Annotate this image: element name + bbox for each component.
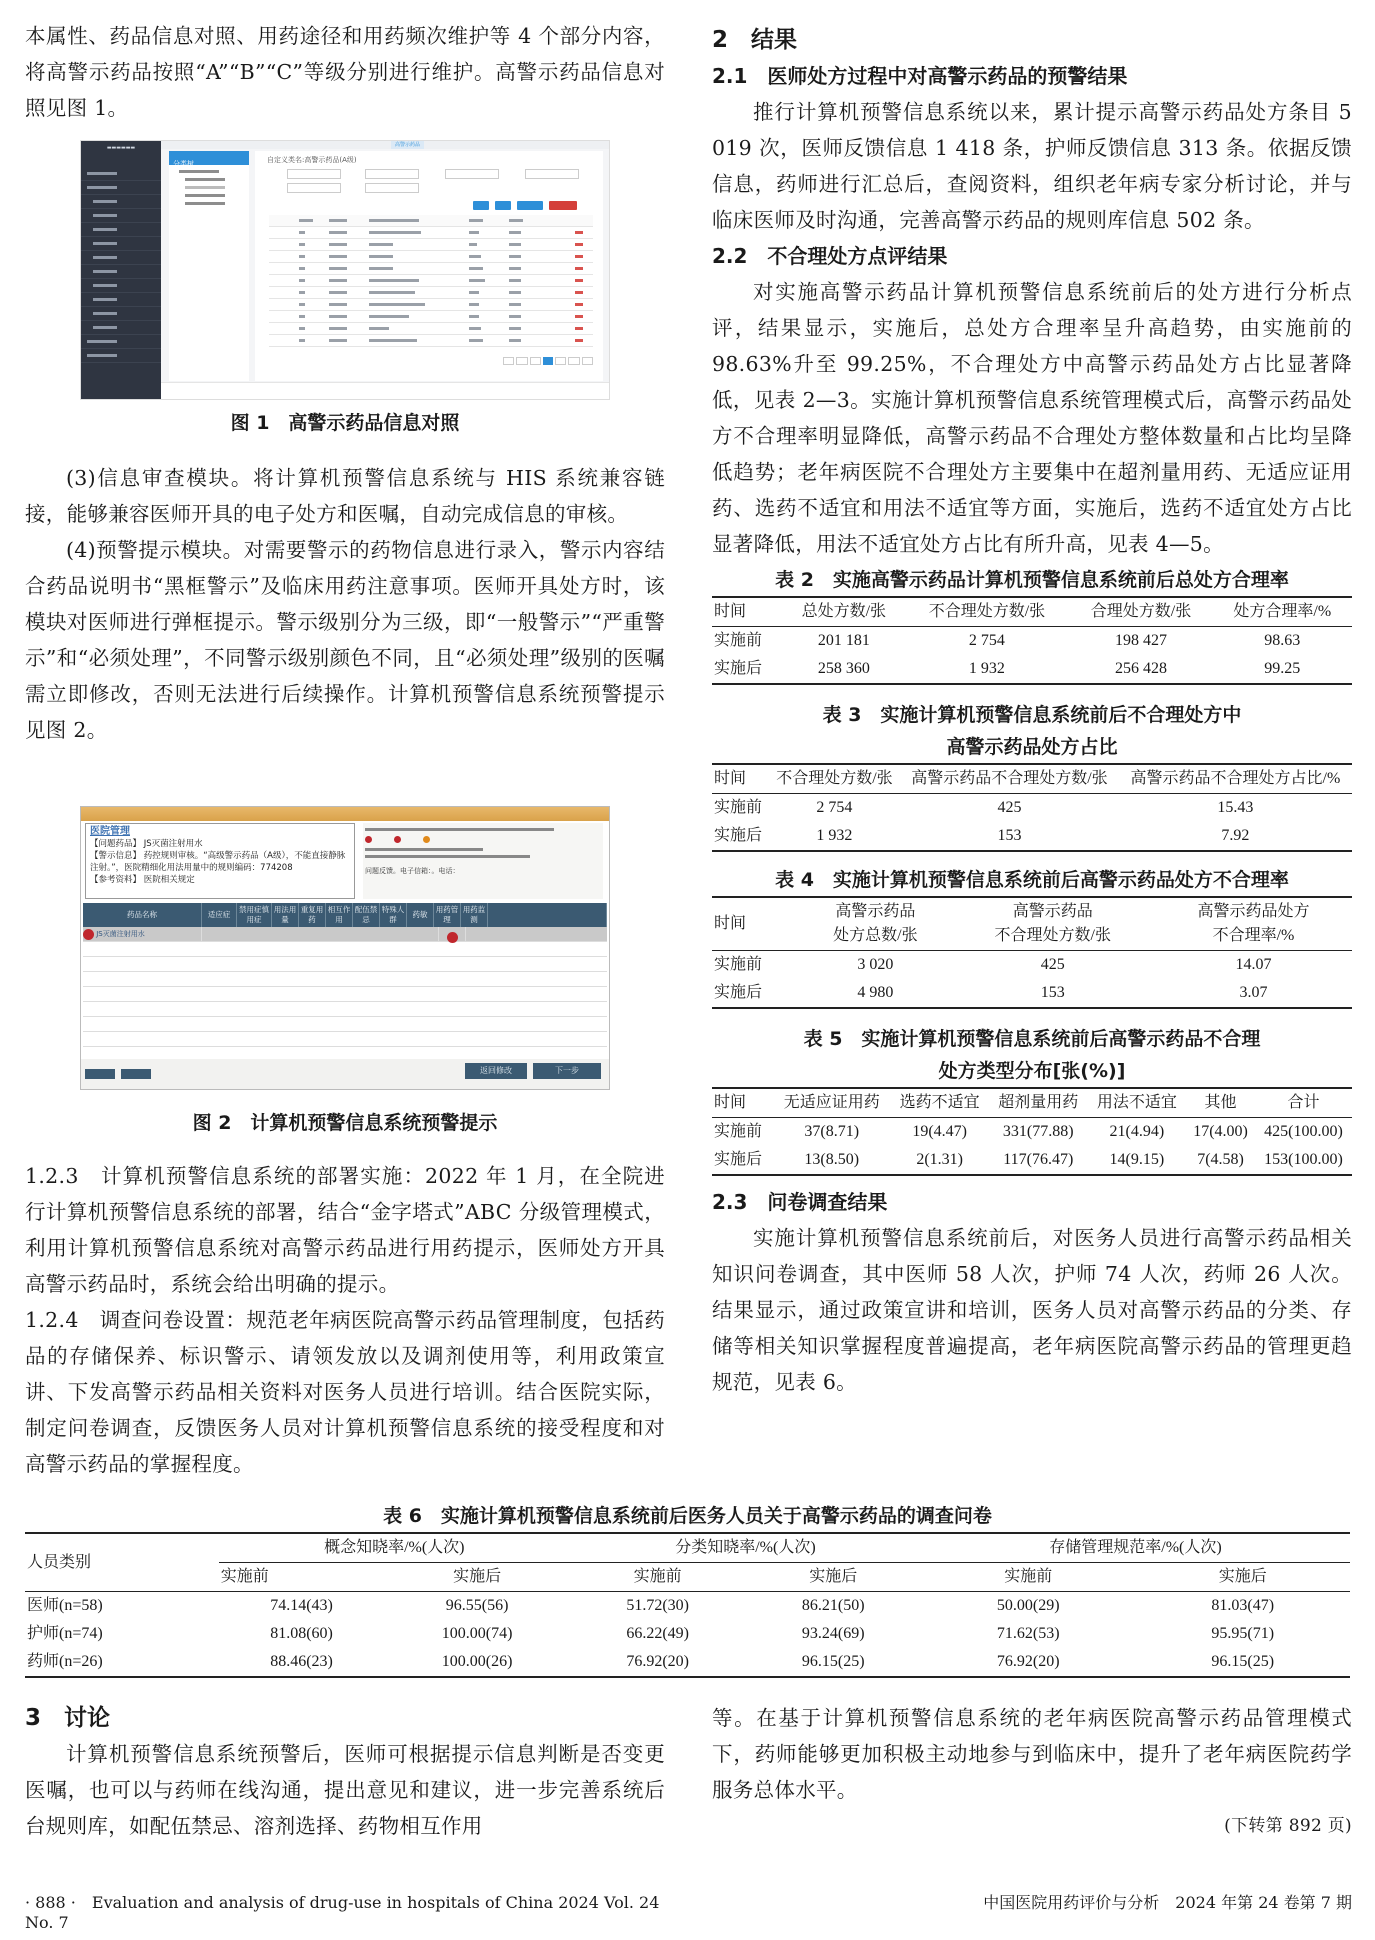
discussion-right <box>712 1700 1352 1844</box>
paragraph-warning-module: (4)预警提示模块。对需要警示的药物信息进行录入，警示内容结合药品说明书“黑框警示”及临床用药注意事项。医师开具处方时，该模块对医师进行弹框提示。警示级别分为三级，即“一般警示”“严重警示”和“必须处理”，不同警示级别颜色不同，且“必须处理”级别的医嘱需立即修改，否则无法进行后续操作。计算机预警信息系统预警提示见图 2。 <box>25 538 665 742</box>
section-2-3-heading: 2.3 问卷调查结果 <box>712 1190 888 1214</box>
table-header: 时间 <box>712 764 769 794</box>
fig2-bottom-bar <box>81 1059 609 1089</box>
fig2-titlebar <box>81 807 609 821</box>
fig2-column-header: 特殊人群 <box>380 903 407 927</box>
table-header: 时间 <box>712 1088 773 1118</box>
figure-2-caption: 图 2 计算机预警信息系统预警提示 <box>192 1112 498 1134</box>
section-2-2-heading: 2.2 不合理处方点评结果 <box>712 244 948 268</box>
fig2-column-header: 用法用量 <box>272 903 299 927</box>
table-row: 医师(n=58) 74.14(43) 96.55(56) 51.72(30) 86.21(50) 50.00(29) 81.03(47) <box>27 1597 1275 1614</box>
fig2-column-header: 药品名称 <box>83 903 202 927</box>
table-group-header: 概念知晓率/%(人次) <box>219 1533 570 1563</box>
table-header: 无适应证用药 <box>773 1088 890 1118</box>
paragraph-1-2-4: 1.2.4 调查问卷设置：规范老年病医院高警示药品管理制度，包括药品的存储保养、标识警示、请领发放以及调剂使用等，利用政策宣讲、下发高警示药品相关资料对医务人员进行培训。结合医院实际，制定问卷调查，反馈医务人员对计算机预警信息系统的接受程度和对高警示药品的掌握程度。 <box>25 1308 665 1476</box>
table-5-caption: 表 5 实施计算机预警信息系统前后高警示药品不合理 处方类型分布[张(%)] <box>803 1028 1261 1082</box>
table-5 <box>712 1087 1352 1176</box>
table-4 <box>712 896 1352 1009</box>
must-handle-icon <box>83 929 94 940</box>
table-header: 高警示药品不合理处方数/张 <box>900 764 1119 794</box>
fig2-column-header: 药敏 <box>407 903 434 927</box>
table-row: 护师(n=74) 81.08(60) 100.00(74) 66.22(49) 93.24(69) 71.62(53) 95.95(71) <box>27 1625 1275 1642</box>
fig1-main-panel <box>255 151 603 381</box>
fig2-warning-info: 医院管理 【问题药品】 JS灭菌注射用水 【警示信息】 药控规则审核。“高级警示药品（A级），不能直接静脉注射。”，医院精细化用法用量中的规则编码：774208 【参考资料】 医院相关规定 <box>85 823 355 899</box>
table-group-header: 存储管理规范率/%(人次) <box>921 1533 1350 1563</box>
table-row: 实施后 13(8.50) 2(1.31) 117(76.47) 14(9.15) 7(4.58) 153(100.00) <box>712 1146 1352 1175</box>
paragraph-3-right: 等。在基于计算机预警信息系统的老年病医院高警示药品管理模式下，药师能够更加积极主动地参与到临床中，提升了老年病医院药学服务总体水平。 <box>712 1706 1352 1802</box>
left-column-top <box>25 18 665 126</box>
fig2-legend <box>363 823 603 899</box>
fig1-delete-button <box>549 201 577 210</box>
table-header: 其他 <box>1186 1088 1255 1118</box>
fig1-footer <box>161 382 609 399</box>
fig2-column-header: 禁用症慎用症 <box>237 903 272 927</box>
fig2-column-header: 用药监测 <box>461 903 488 927</box>
table-header: 不合理处方数/张 <box>769 764 900 794</box>
fig1-form-title: 自定义类名:高警示药品(A级) <box>267 156 357 164</box>
fig2-next-button: 下一步 <box>533 1063 601 1079</box>
table-header: 高警示药品 处方总数/张 <box>800 897 950 951</box>
figure-1-screenshot <box>80 140 610 400</box>
intro-paragraph: 本属性、药品信息对照、用药途径和用药频次维护等 4 个部分内容，将高警示药品按照“A”“B”“C”等级分别进行维护。高警示药品信息对照见图 1。 <box>25 24 665 120</box>
paragraph-2-3: 实施计算机预警信息系统前后，对医务人员进行高警示药品相关知识问卷调查，其中医师 58 人次，护师 74 人次，药师 26 人次。结果显示，通过政策宣讲和培训，医务人员对高警示药品的分类、存储等相关知识掌握程度普遍提高，老年病医院高警示药品的管理更趋规范，见表 6。 <box>712 1226 1352 1394</box>
table-row: 实施前 201 181 2 754 198 427 98.63 <box>714 632 1301 649</box>
fig1-pagination <box>503 357 593 365</box>
fig1-category-tree <box>169 151 249 381</box>
footer-right: 中国医院用药评价与分析 2024 年第 24 卷第 7 期 <box>983 1893 1352 1912</box>
fig1-button <box>473 201 489 210</box>
table-header: 合计 <box>1255 1088 1352 1118</box>
table-header: 总处方数/张 <box>783 597 904 627</box>
table-6-caption: 表 6 实施计算机预警信息系统前后医务人员关于高警示药品的调查问卷 <box>383 1505 992 1527</box>
table-header: 处方合理率/% <box>1213 597 1352 627</box>
fig2-alert-row: JS灭菌注射用水 <box>83 927 607 942</box>
fig2-drug-grid <box>83 903 607 1053</box>
table-group-header: 分类知晓率/%(人次) <box>570 1533 921 1563</box>
table-2 <box>712 596 1352 685</box>
table-header: 时间 <box>712 897 800 951</box>
fig1-sidebar <box>81 141 161 399</box>
table-header: 时间 <box>712 597 783 627</box>
table-header: 高警示药品 不合理处方数/张 <box>950 897 1155 951</box>
table-6-block <box>25 1500 1350 1678</box>
table-header: 高警示药品处方 不合理率/% <box>1155 897 1352 951</box>
left-column-middle <box>25 460 665 748</box>
table-header: 人员类别 <box>25 1533 219 1592</box>
fig2-column-header: 配伍禁忌 <box>353 903 380 927</box>
continued-note: (下转第 892 页) <box>1224 1816 1352 1836</box>
figure-1-caption: 图 1 高警示药品信息对照 <box>230 412 460 434</box>
table-header: 实施后 <box>384 1563 570 1592</box>
paragraph-1-2-3: 1.2.3 计算机预警信息系统的部署实施：2022 年 1 月，在全院进行计算机预警信息系统的部署，结合“金字塔式”ABC 分级管理模式，利用计算机预警信息系统对高警示药品进行用药提示，医师处方开具高警示药品时，系统会给出明确的提示。 <box>25 1164 665 1296</box>
fig2-back-button: 返回修改 <box>465 1063 527 1079</box>
table-3-caption: 表 3 实施计算机预警信息系统前后不合理处方中 高警示药品处方占比 <box>822 704 1242 758</box>
table-header: 实施前 <box>921 1563 1135 1592</box>
paragraph-2-2: 对实施高警示药品计算机预警信息系统前后的处方进行分析点评，结果显示，实施后，总处方合理率呈升高趋势，由实施前的 98.63%升至 99.25%，不合理处方中高警示药品处方占比显著降低，见表 2—3。实施计算机预警信息系统管理模式后，高警示药品处方不合理率明显降低，高警示药品不合理处方整体数量和占比均呈降低趋势；老年病医院不合理处方主要集中在超剂量用药、无适应证用药、选药不适宜和用法不适宜等方面，实施后，选药不适宜处方占比显著降低，用法不适宜处方占比有所升高，见表 4—5。 <box>712 280 1352 556</box>
fig2-column-header: 相互作用 <box>326 903 353 927</box>
figure-2-screenshot <box>80 806 610 1090</box>
table-4-caption: 表 4 实施计算机预警信息系统前后高警示药品处方不合理率 <box>775 869 1289 891</box>
table-6 <box>25 1532 1350 1678</box>
table-row: 实施前 2 754 425 15.43 <box>714 799 1254 816</box>
table-header: 实施后 <box>1135 1563 1350 1592</box>
fig2-column-header: 适应症 <box>202 903 237 927</box>
table-header: 不合理处方数/张 <box>904 597 1069 627</box>
footer-left: · 888 · Evaluation and analysis of drug-use in hospitals of China 2024 Vol. 24 No. 7 <box>25 1893 660 1932</box>
paragraph-info-review: (3)信息审查模块。将计算机预警信息系统与 HIS 系统兼容链接，能够兼容医师开具的电子处方和医嘱，自动完成信息的审核。 <box>25 466 665 526</box>
table-3 <box>712 763 1352 852</box>
fig1-button <box>495 201 511 210</box>
table-header: 高警示药品不合理处方占比/% <box>1119 764 1352 794</box>
table-header: 超剂量用药 <box>989 1088 1088 1118</box>
table-header: 选药不适宜 <box>890 1088 989 1118</box>
table-row: 实施前 3 020 425 14.07 <box>714 956 1272 973</box>
table-row: 实施后 4 980 153 3.07 <box>712 979 1352 1008</box>
table-row: 药师(n=26) 88.46(23) 100.00(26) 76.92(20) 96.15(25) 76.92(20) 96.15(25) <box>25 1648 1350 1677</box>
left-column-bottom <box>25 1158 665 1482</box>
table-header: 合理处方数/张 <box>1069 597 1212 627</box>
fig2-feedback: 问题反馈。电子信箱：。电话： <box>365 867 460 875</box>
table-2-caption: 表 2 实施高警示药品计算机预警信息系统前后总处方合理率 <box>775 569 1289 591</box>
must-handle-icon <box>447 932 458 943</box>
fig2-column-header: 用药管理 <box>434 903 461 927</box>
paragraph-2-1: 推行计算机预警信息系统以来，累计提示高警示药品处方条目 5 019 次，医师反馈信息 1 418 条，护师反馈信息 313 条。依据反馈信息，药师进行汇总后，查阅资料，组织老年病专家分析讨论，并与临床医师及时沟通，完善高警示药品的规则库信息 502 条。 <box>712 100 1352 232</box>
fig1-tab-bar <box>161 141 609 149</box>
table-header: 实施后 <box>745 1563 921 1592</box>
table-header: 用法不适宜 <box>1088 1088 1187 1118</box>
fig2-column-header: 重复用药 <box>299 903 326 927</box>
table-row: 实施前 37(8.71) 19(4.47) 331(77.88) 21(4.94) 17(4.00) 425(100.00) <box>714 1123 1343 1140</box>
fig1-button <box>517 201 543 210</box>
table-row: 实施后 1 932 153 7.92 <box>712 822 1352 851</box>
right-column <box>712 22 1352 1400</box>
section-2-1-heading: 2.1 医师处方过程中对高警示药品的预警结果 <box>712 64 1128 88</box>
fig1-tree-header: 分类树 <box>169 151 249 165</box>
fig2-manage-title: 医院管理 <box>90 826 130 837</box>
section-2-heading: 2 结果 <box>712 27 798 53</box>
fig1-tab-active: 高警示药品 <box>391 141 424 149</box>
paragraph-3-left: 计算机预警信息系统预警后，医师可根据提示信息判断是否变更医嘱，也可以与药师在线沟通，提出意见和建议，进一步完善系统后台规则库，如配伍禁忌、溶剂选择、药物相互作用 <box>25 1742 665 1838</box>
section-3-heading: 3 讨论 <box>25 1705 111 1731</box>
table-header: 实施前 <box>219 1563 385 1592</box>
table-header: 实施前 <box>570 1563 746 1592</box>
discussion-left <box>25 1700 665 1844</box>
fig1-app-title: ▬▬▬▬▬▬ <box>106 145 136 151</box>
table-row: 实施后 258 360 1 932 256 428 99.25 <box>712 655 1352 684</box>
